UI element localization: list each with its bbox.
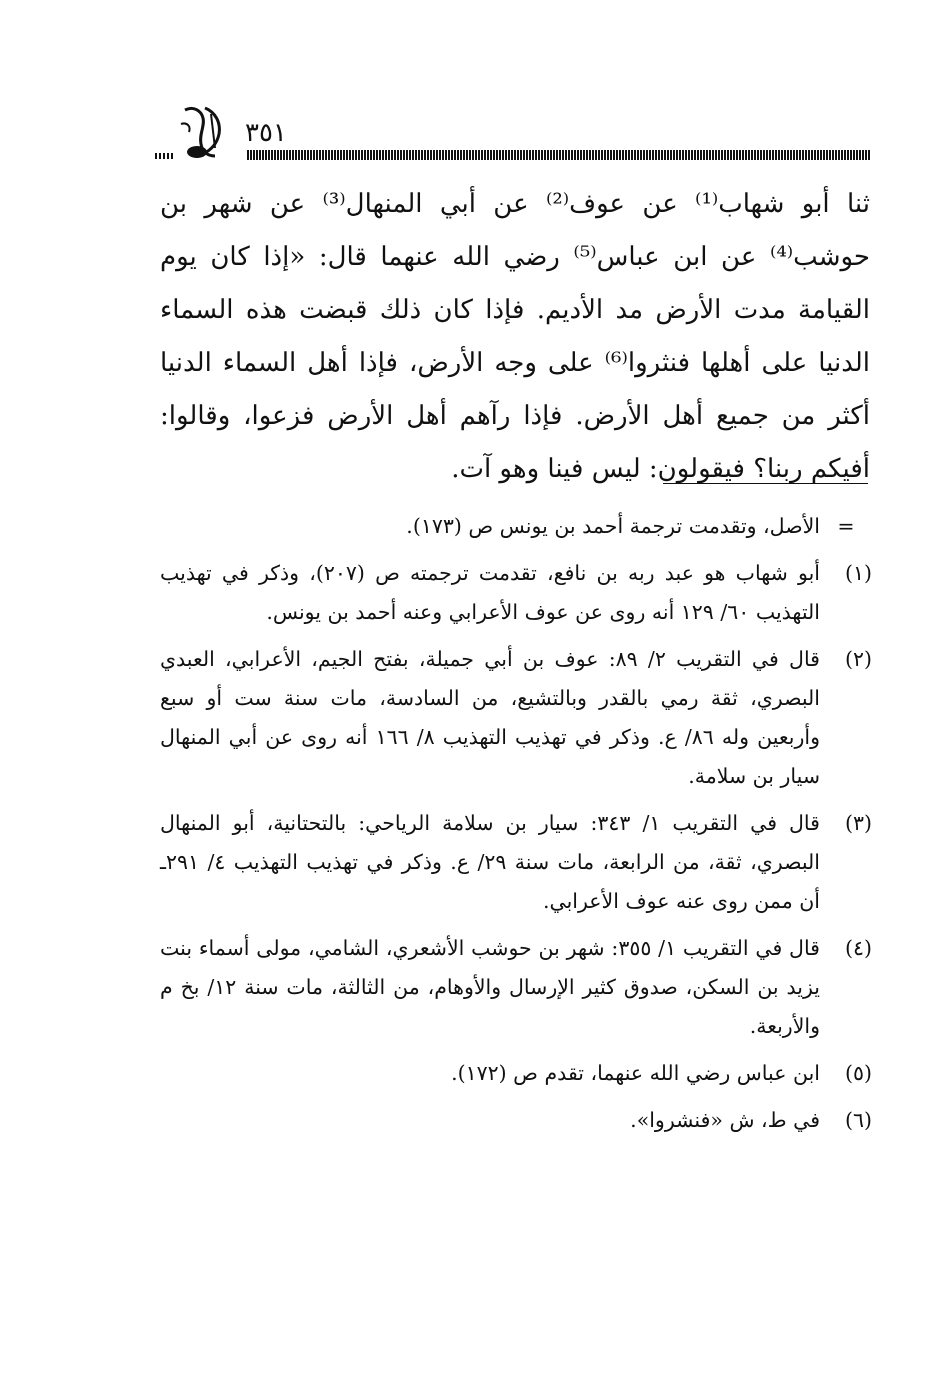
footnote-4 <box>160 929 872 1046</box>
page-header <box>155 98 870 168</box>
footnote-text: قال في التقريب ١/ ٣٥٥: شهر بن حوشب الأشعري، الشامي، مولى أسماء بنت يزيد بن السكن، صدوق كثير الإرسال والأوهام، من الثالثة، مات سنة ١٢/ بخ م والأربعة. <box>160 936 820 1038</box>
footnote-2 <box>160 640 872 796</box>
footnote-number: (٦) <box>844 1108 872 1132</box>
footnote-number: (٥) <box>844 1061 872 1085</box>
footnote-text: قال في التقريب ١/ ٣٤٣: سيار بن سلامة الرياحي: بالتحتانية، أبو المنهال البصري، ثقة، من الرابعة، مات سنة ٢٩/ ع. وذكر في تهذيب التهذيب ٤/ ٢٩١ـ أن ممن روى عنه عوف الأعرابي. <box>160 811 820 913</box>
footnote-number: (٤) <box>844 936 872 960</box>
footnote-number: = <box>837 514 855 538</box>
footnote-number: (٢) <box>844 647 872 671</box>
footnotes <box>160 507 872 1148</box>
footnote-text: الأصل، وتقدمت ترجمة أحمد بن يونس ص (١٧٣). <box>406 514 820 538</box>
main-paragraph: ثنا أبو شهاب⁽¹⁾ عن عوف⁽²⁾ عن أبي المنهال⁽³⁾ عن شهر بن حوشب⁽⁴⁾ عن ابن عباس⁽⁵⁾ رضي الله عنهما قال: «إذا كان يوم القيامة مدت الأرض مد الأديم. فإذا كان ذلك قبضت هذه السماء الدنيا على أهلها فنثروا⁽⁶⁾ على وجه الأرض، فإذا أهل السماء الدنيا أكثر من جميع أهل الأرض. فإذا رآهم أهل الأرض فزعوا، وقالوا: أفيكم ربنا؟ فيقولون: ليس فينا وهو آت. <box>160 189 871 484</box>
footnote-6 <box>160 1101 872 1140</box>
header-rule <box>247 150 870 160</box>
footnote-text: ابن عباس رضي الله عنهما، تقدم ص (١٧٢). <box>451 1061 820 1085</box>
footnote-continuation <box>160 507 872 546</box>
header-rule-left <box>155 153 175 159</box>
footnote-1 <box>160 554 872 632</box>
page-number: ٣٥١ <box>245 118 287 148</box>
footnote-text: في ط، ش «فنشروا». <box>630 1108 820 1132</box>
footnote-number: (٣) <box>844 811 872 835</box>
footnote-text: قال في التقريب ٢/ ٨٩: عوف بن أبي جميلة، بفتح الجيم، الأعرابي، العبدي البصري، ثقة رمي بالقدر وبالتشيع، من السادسة، مات سنة ست أو سبع وأربعين وله ٨٦/ ع. وذكر في تهذيب التهذيب ٨/ ١٦٦ أنه روى عن أبي المنهال سيار بن سلامة. <box>160 647 820 788</box>
footnote-3 <box>160 804 872 921</box>
main-text <box>160 178 870 496</box>
footnote-separator <box>663 483 868 484</box>
quill-ornament-icon <box>175 104 233 162</box>
footnote-5 <box>160 1054 872 1093</box>
footnote-number: (١) <box>844 561 872 585</box>
footnote-text: أبو شهاب هو عبد ربه بن نافع، تقدمت ترجمته ص (٢٠٧)، وذكر في تهذيب التهذيب ٦٠/ ١٢٩ أنه روى عن عوف الأعرابي وعنه أحمد بن يونس. <box>160 561 820 624</box>
